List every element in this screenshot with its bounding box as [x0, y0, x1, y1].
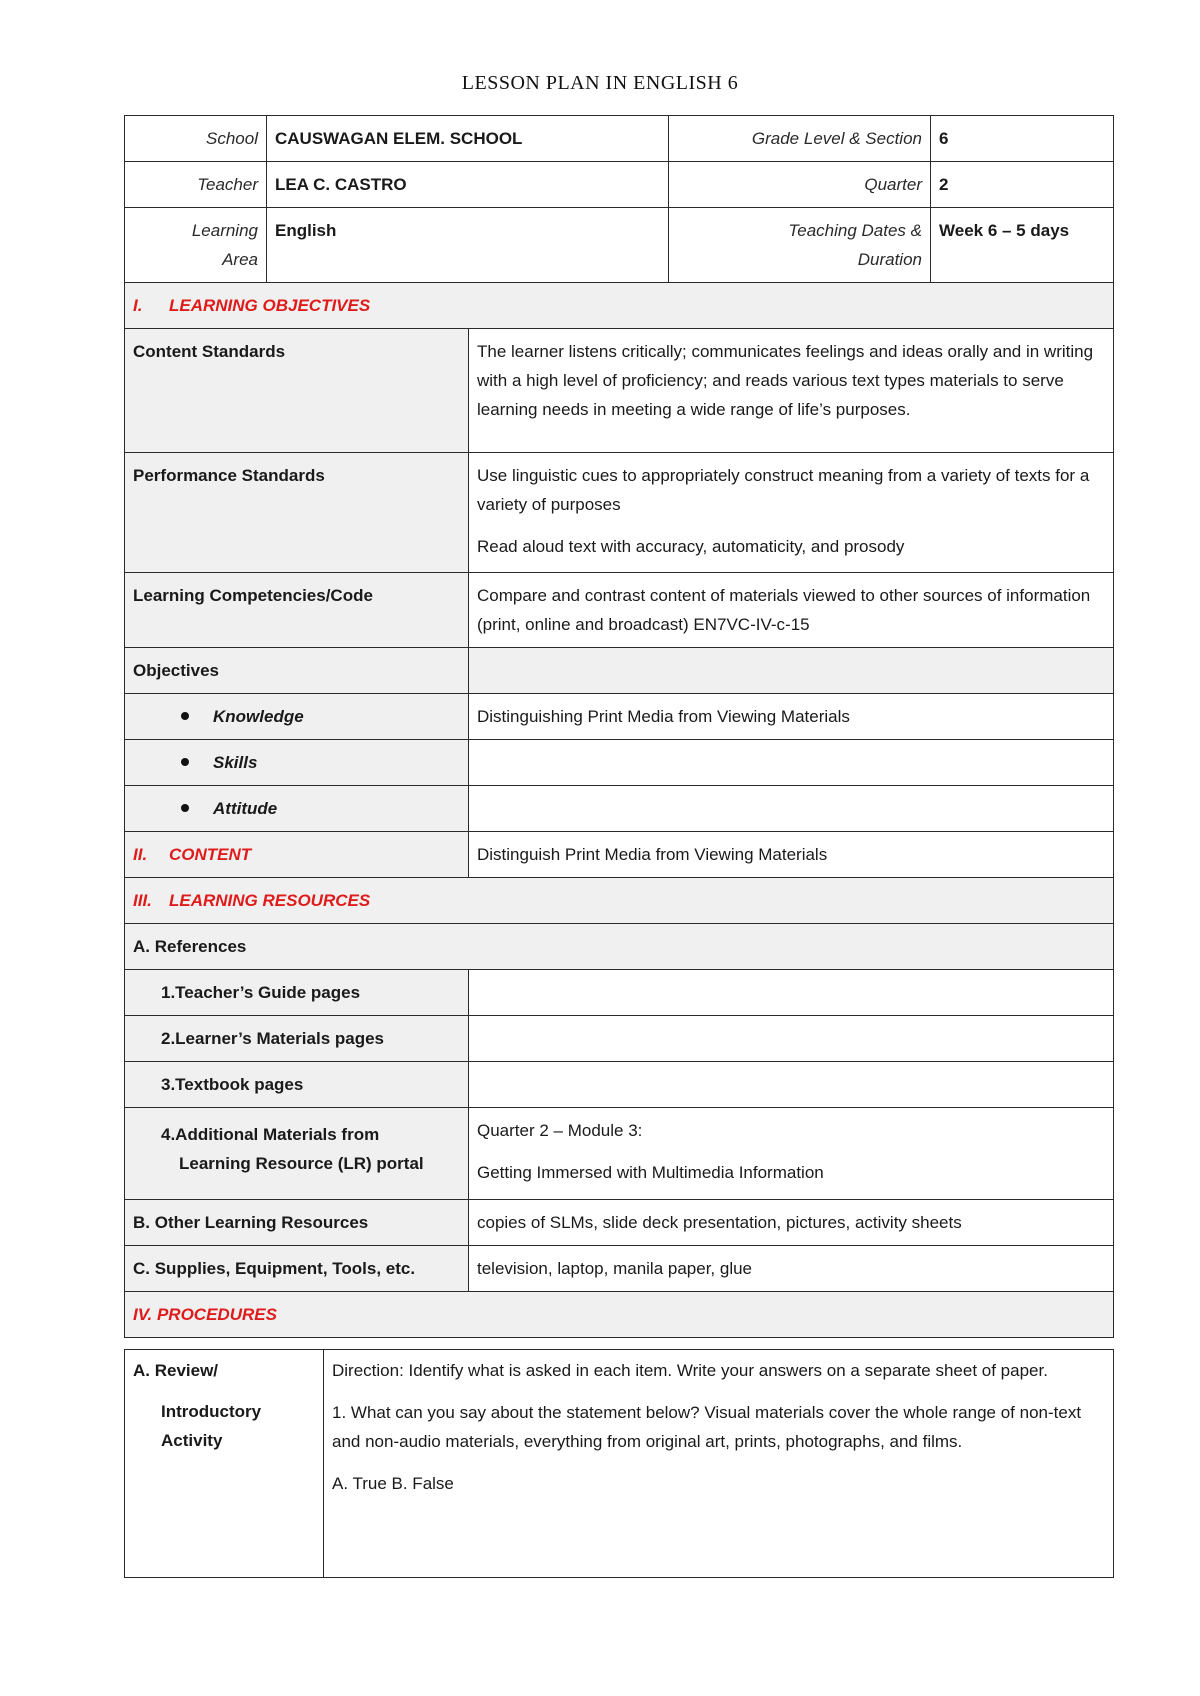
row-content-standards	[125, 329, 1114, 453]
performance-standard-2: Read aloud text with accuracy, automaticity, and prosody	[477, 537, 905, 556]
info-row-learning-area	[125, 208, 1114, 286]
page-title: LESSON PLAN IN ENGLISH 6	[461, 72, 739, 94]
skills-label	[125, 740, 469, 786]
references-label: A. References	[125, 924, 1114, 970]
school-label: School	[125, 116, 267, 162]
bullet-icon	[181, 712, 189, 720]
bullet-icon	[181, 804, 189, 812]
review-activity-content	[324, 1350, 1114, 1578]
direction-text: Direction: Identify what is asked in each item. Write your answers on a separate sheet of paper.	[332, 1361, 1048, 1380]
attitude-value	[469, 786, 1114, 832]
lesson-plan-table	[124, 282, 1114, 1338]
objectives-label: Objectives	[125, 648, 469, 694]
teacher-value: LEA C. CASTRO	[267, 162, 669, 208]
supplies-value: television, laptop, manila paper, glue	[469, 1246, 1114, 1292]
learning-area-label-line2: Area	[222, 250, 258, 269]
quarter-value: 2	[931, 162, 1114, 208]
review-label-line1: A. Review/	[133, 1361, 219, 1380]
learners-materials-value	[469, 1016, 1114, 1062]
additional-materials-value	[469, 1108, 1114, 1200]
school-value: CAUSWAGAN ELEM. SCHOOL	[267, 116, 669, 162]
review-activity-label	[125, 1350, 324, 1578]
teacher-label: Teacher	[125, 162, 267, 208]
row-knowledge	[125, 694, 1114, 740]
competencies-label: Learning Competencies/Code	[125, 573, 469, 648]
grade-value: 6	[931, 116, 1114, 162]
performance-standards-label: Performance Standards	[125, 453, 469, 573]
row-textbook	[125, 1062, 1114, 1108]
review-label-line2: Introductory	[161, 1402, 262, 1421]
row-learners-materials	[125, 1016, 1114, 1062]
attitude-label-text: Attitude	[213, 799, 278, 818]
row-references	[125, 924, 1114, 970]
procedures-table	[124, 1349, 1114, 1578]
grade-label: Grade Level & Section	[669, 116, 931, 162]
section-row-procedures	[125, 1292, 1114, 1338]
attitude-label	[125, 786, 469, 832]
question-1: 1. What can you say about the statement below? Visual materials cover the whole range of non-text and non-audio materials, everything from original art, prints, photographs, and films.	[332, 1403, 1082, 1451]
teachers-guide-value	[469, 970, 1114, 1016]
bullet-icon	[181, 758, 189, 766]
additional-materials-label-line1: 4.Additional Materials from	[161, 1125, 380, 1144]
section-row-objectives	[125, 283, 1114, 329]
additional-materials-module: Quarter 2 – Module 3:	[477, 1121, 643, 1140]
additional-materials-label	[125, 1108, 469, 1200]
supplies-label: C. Supplies, Equipment, Tools, etc.	[125, 1246, 469, 1292]
review-label-line3: Activity	[161, 1431, 223, 1450]
skills-value	[469, 740, 1114, 786]
performance-standards-value	[469, 453, 1114, 573]
section-header-resources	[125, 878, 1114, 924]
section-row-resources	[125, 878, 1114, 924]
section-header-content	[125, 832, 469, 878]
learning-area-value: English	[267, 208, 669, 286]
row-competencies	[125, 573, 1114, 648]
other-resources-label: B. Other Learning Resources	[125, 1200, 469, 1246]
additional-materials-title: Getting Immersed with Multimedia Information	[477, 1163, 824, 1182]
objectives-value	[469, 648, 1114, 694]
section-title: LEARNING OBJECTIVES	[169, 296, 371, 315]
teaching-dates-label-line2: Duration	[857, 250, 922, 269]
row-objectives	[125, 648, 1114, 694]
row-supplies	[125, 1246, 1114, 1292]
lesson-info-table	[124, 115, 1114, 286]
row-attitude	[125, 786, 1114, 832]
section-number: III.	[133, 891, 152, 910]
competencies-value: Compare and contrast content of materials viewed to other sources of information (print, online and broadcast) EN7VC-IV-c-15	[469, 573, 1114, 648]
learning-area-label	[125, 208, 267, 286]
row-review-activity	[125, 1350, 1114, 1578]
teaching-dates-label	[669, 208, 931, 286]
additional-materials-label-line2: Learning Resource (LR) portal	[179, 1154, 424, 1173]
section-number: IV.	[133, 1305, 153, 1324]
section-title: LEARNING RESOURCES	[169, 891, 371, 910]
quarter-label: Quarter	[669, 162, 931, 208]
row-teachers-guide	[125, 970, 1114, 1016]
content-standards-value: The learner listens critically; communicates feelings and ideas orally and in writing with a high level of proficiency; and reads various text types materials to serve learning needs in meeting a wide range of life’s purposes.	[469, 329, 1114, 453]
section-title: PROCEDURES	[156, 1305, 277, 1324]
content-standards-label: Content Standards	[125, 329, 469, 453]
knowledge-label-text: Knowledge	[213, 707, 304, 726]
textbook-value	[469, 1062, 1114, 1108]
row-performance-standards	[125, 453, 1114, 573]
learners-materials-label: 2.Learner’s Materials pages	[125, 1016, 469, 1062]
performance-standard-1: Use linguistic cues to appropriately construct meaning from a variety of texts for a variety of purposes	[477, 466, 1090, 514]
question-1-choices: A. True B. False	[332, 1474, 454, 1493]
row-skills	[125, 740, 1114, 786]
row-other-resources	[125, 1200, 1114, 1246]
section-row-content	[125, 832, 1114, 878]
other-resources-value: copies of SLMs, slide deck presentation, pictures, activity sheets	[469, 1200, 1114, 1246]
section-header-objectives	[125, 283, 1114, 329]
knowledge-value: Distinguishing Print Media from Viewing Materials	[469, 694, 1114, 740]
row-additional-materials	[125, 1108, 1114, 1200]
teaching-dates-value: Week 6 – 5 days	[931, 208, 1114, 286]
learning-area-label-line1: Learning	[191, 221, 258, 240]
section-number: I.	[133, 296, 143, 315]
section-number: II.	[133, 845, 148, 864]
info-row-teacher	[125, 162, 1114, 208]
info-row-school	[125, 116, 1114, 162]
knowledge-label	[125, 694, 469, 740]
teaching-dates-label-line1: Teaching Dates &	[788, 221, 922, 240]
section-header-procedures	[125, 1292, 1114, 1338]
teachers-guide-label: 1.Teacher’s Guide pages	[125, 970, 469, 1016]
section-title: CONTENT	[169, 845, 252, 864]
content-value: Distinguish Print Media from Viewing Materials	[469, 832, 1114, 878]
textbook-label: 3.Textbook pages	[125, 1062, 469, 1108]
skills-label-text: Skills	[213, 753, 258, 772]
